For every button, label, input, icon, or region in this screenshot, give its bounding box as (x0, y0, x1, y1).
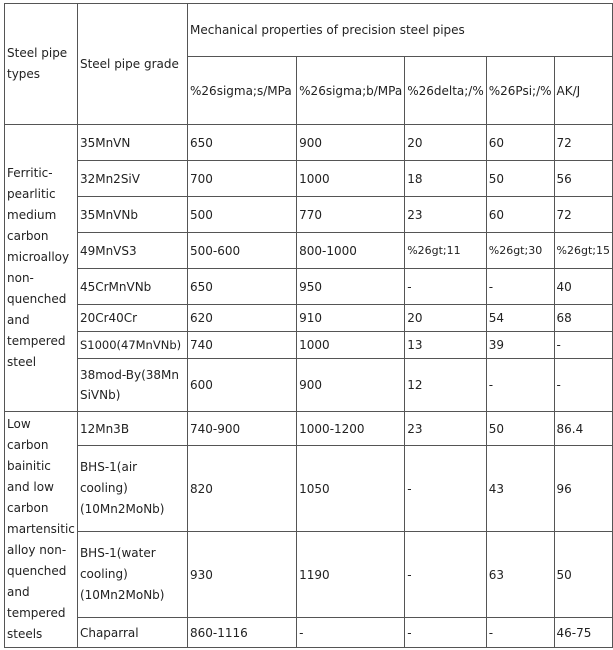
grade-cell: BHS-1(water cooling)(10Mn2MoNb) (77, 532, 187, 618)
value-cell: 50 (486, 161, 554, 197)
header-steel-pipe-grade: Steel pipe grade (77, 4, 187, 125)
value-cell: 1000-1200 (297, 412, 405, 446)
value-cell: 20 (405, 305, 487, 332)
grade-cell: 38mod-By(38MnSiVNb) (77, 359, 187, 412)
value-cell: 950 (297, 269, 405, 305)
header-sigma-b: %26sigma;b/MPa (297, 57, 405, 125)
value-cell: 860-1116 (188, 618, 297, 648)
value-cell: 1000 (297, 161, 405, 197)
value-cell: 930 (188, 532, 297, 618)
value-cell: %26gt;11 (405, 233, 487, 269)
table-row (5, 446, 613, 532)
table-row (5, 332, 613, 359)
value-cell: - (405, 446, 487, 532)
value-cell: 18 (405, 161, 487, 197)
grade-cell: 20Cr40Cr (77, 305, 187, 332)
table-row (5, 618, 613, 648)
value-cell: 50 (554, 532, 612, 618)
header-psi: %26Psi;/% (486, 57, 554, 125)
value-cell: 13 (405, 332, 487, 359)
table-row (5, 125, 613, 161)
grade-cell: 49MnVS3 (77, 233, 187, 269)
value-cell: 60 (486, 125, 554, 161)
value-cell: 800-1000 (297, 233, 405, 269)
value-cell: 500 (188, 197, 297, 233)
properties-table (4, 3, 613, 648)
value-cell: - (405, 269, 487, 305)
value-cell: 86.4 (554, 412, 612, 446)
value-cell: 820 (188, 446, 297, 532)
value-cell: 23 (405, 412, 487, 446)
table-row (5, 161, 613, 197)
value-cell: 1050 (297, 446, 405, 532)
value-cell: 60 (486, 197, 554, 233)
grade-cell: S1000(47MnVNb) (77, 332, 187, 359)
value-cell: 68 (554, 305, 612, 332)
table-row (5, 532, 613, 618)
value-cell: %26gt;30 (486, 233, 554, 269)
value-cell: 23 (405, 197, 487, 233)
value-cell: 700 (188, 161, 297, 197)
value-cell: 39 (486, 332, 554, 359)
value-cell: 50 (486, 412, 554, 446)
table-row (5, 412, 613, 446)
value-cell: 910 (297, 305, 405, 332)
grade-cell: 32Mn2SiV (77, 161, 187, 197)
value-cell: 900 (297, 359, 405, 412)
header-ak: AK/J (554, 57, 612, 125)
value-cell: 72 (554, 125, 612, 161)
value-cell: 54 (486, 305, 554, 332)
table-row (5, 269, 613, 305)
value-cell: 20 (405, 125, 487, 161)
header-row-1 (5, 4, 613, 57)
value-cell: 650 (188, 269, 297, 305)
value-cell: - (554, 359, 612, 412)
value-cell: 56 (554, 161, 612, 197)
grade-cell: Chaparral (77, 618, 187, 648)
value-cell: 1190 (297, 532, 405, 618)
value-cell: 620 (188, 305, 297, 332)
grade-cell: 45CrMnVNb (77, 269, 187, 305)
value-cell: - (554, 332, 612, 359)
grade-cell: 12Mn3B (77, 412, 187, 446)
value-cell: 1000 (297, 332, 405, 359)
value-cell: 740-900 (188, 412, 297, 446)
value-cell: 63 (486, 532, 554, 618)
header-delta: %26delta;/% (405, 57, 487, 125)
grade-cell: BHS-1(air cooling)(10Mn2MoNb) (77, 446, 187, 532)
header-steel-pipe-types: Steel pipe types (5, 4, 78, 125)
value-cell: - (486, 618, 554, 648)
table-row (5, 197, 613, 233)
value-cell: - (486, 359, 554, 412)
value-cell: 500-600 (188, 233, 297, 269)
value-cell: 46-75 (554, 618, 612, 648)
table-container (4, 3, 613, 648)
value-cell: 900 (297, 125, 405, 161)
value-cell: 770 (297, 197, 405, 233)
value-cell: 40 (554, 269, 612, 305)
value-cell: - (486, 269, 554, 305)
header-sigma-s: %26sigma;s/MPa (188, 57, 297, 125)
value-cell: %26gt;15 (554, 233, 612, 269)
value-cell: 72 (554, 197, 612, 233)
grade-cell: 35MnVNb (77, 197, 187, 233)
table-row (5, 305, 613, 332)
steel-type-cell: Ferritic-pearlitic medium carbon microalloy non-quenched and tempered steel (5, 125, 78, 412)
value-cell: - (297, 618, 405, 648)
value-cell: - (405, 618, 487, 648)
value-cell: 43 (486, 446, 554, 532)
value-cell: 740 (188, 332, 297, 359)
steel-type-cell: Low carbon bainitic and low carbon martensitic alloy non-quenched and tempered steels (5, 412, 78, 648)
value-cell: 12 (405, 359, 487, 412)
table-row (5, 359, 613, 412)
grade-cell: 35MnVN (77, 125, 187, 161)
value-cell: 600 (188, 359, 297, 412)
header-mechanical-properties: Mechanical properties of precision steel pipes (188, 4, 613, 57)
table-row (5, 233, 613, 269)
value-cell: 96 (554, 446, 612, 532)
value-cell: - (405, 532, 487, 618)
value-cell: 650 (188, 125, 297, 161)
